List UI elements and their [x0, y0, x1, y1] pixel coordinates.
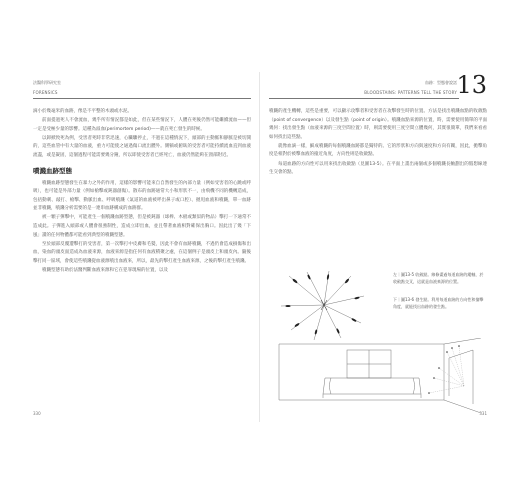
- left-header-english: FORENSICS: [33, 90, 58, 95]
- left-running-header: [33, 78, 251, 104]
- paragraph: 至於頭部反覆遭擊打的受害者，第一次擊打中皮膚和毛髮，因此不會有血跡噴濺，不過仍會造成損傷和出血，染血的頭皮面造成為血液來源，血液來源是指任何有血液積聚之處，在這個例子是頭皮上和頭皮內。隨後擊打同一區域，會使這些噴濺從血液源噴出血液來，所以，最先的擊打產生血液來源，之後的擊打產生噴濺。: [33, 241, 251, 264]
- paragraph: 滴小於幾毫米的血跡，像是不平整的木頭或水泥。: [33, 109, 132, 114]
- left-body-text: [33, 108, 251, 276]
- right-running-header: [269, 71, 487, 104]
- paragraph: 噴濺的產生機轉，這些是重要，可以顯示攻擊者和受害者在攻擊發生時的位置。方法是找出噴濺血點的收斂點（point of convergence）以及發生點（point of origin）。噴濺血點來源的位置，時，需要使用簡單的平面幾何：找出發生點（血液來源的三度空間位置）時，則需要使用三度空間立體幾何，其實很簡單，我們來看看如何找出這些點。: [269, 109, 487, 140]
- figure-caption: 左｜圖13-5 收斂點。線條畫過每道血跡的縱軸，於收斂點交叉，這就是血液來源的位置。: [393, 272, 484, 284]
- paragraph: 前面提過死人不會流血，幾乎所有情況都是如此，但在某些情況下，人體在死後仍然可能繼續流血——但一定是受極少量的影響。這種為溢血(perimortem period)——就在死亡發生的時候。: [33, 118, 251, 132]
- right-header-chinese: 血跡：型態會說話: [425, 80, 457, 85]
- paragraph: 就像血滴一樣，細成噴濺的每個噴濺血跡都是獨特的。它的形狀和方向與速度和方向有關，因此，拋擊角度是相對於被擊血液的撞近角度，方向性則是收斂點。: [269, 143, 487, 158]
- chapter-number: 13: [456, 71, 487, 99]
- right-header-english: BLOODSTAINS: PATTERNS TELL THE STORY: [364, 90, 457, 95]
- right-body-text: [269, 108, 487, 178]
- paragraph: 被一顆子彈擊中，可能產生一個噴濺血跡型態，但是被鈍器（球棒、木板或類似的物品）擊打一下通常不造成此。子彈進入頭部或人體會很強制性，造成立即出血，並且帶著血液相對確保出胸口。因此出了幾「下風」讀的任何物體都可能看到典型的噴濺型態。: [33, 215, 251, 238]
- left-header-chinese: 法醫科學研究室: [33, 80, 61, 85]
- convergence-figure: [269, 268, 379, 343]
- left-page-number: 330: [33, 411, 41, 416]
- header-rule: [33, 98, 251, 99]
- header-rule: [269, 98, 459, 99]
- left-page: [33, 78, 251, 418]
- paragraph: 每道血跡的方向性可以用來找出收斂點（見圖13-5）。在平面上畫出兩個或多個噴濺長軸劃出的假想線連生交會的點。: [269, 161, 487, 176]
- paragraph: 噴濺型態有助於法醫判斷血液來源和它在犯罪現場的位置，以及: [42, 268, 168, 273]
- figure-caption: 下｜圖13-6 發生點。利用每道血跡的方向性和撞擊角度，就能找出血跡的發生點。: [393, 297, 484, 309]
- section-title: 噴濺血跡型態: [33, 166, 72, 175]
- right-page: [269, 71, 487, 418]
- paragraph: 以卸掀致死為例，受害者死時非常迅速，心臟驟停止，不過在這種情況下，頭部的主動脈和靜脈是被切開的，這些血管中有大量的血液，重力可能使之通過傷口流出體外。側躺或俯臥的受害者可能持續流血直到血液流盡，或是凝固，這個過程可能需要幾分鐘，所以即使受害者已經死亡，血液仍然能夠在頸部附近。: [33, 135, 251, 158]
- paragraph: 噴濺血跡型態發生在暴力之外的作用，這樣的影響可能來自自然發生的內部力量（例如受害者的心跳或呼吸），也可能是外部力量（例如槍擊或鈍器創傷）。散布的血跡通常大小和形狀不一，由飛機不同的機轉造成，包括動刺、敲打、槍擊、動脈出血、呼吸噴濺（氣道的血液被呼出鼻子或口腔）、拋甩血液和噴濺，單一血跡並非噴濺，噴濺分析需要的是一連串血跡構成的血跡群。: [33, 180, 251, 212]
- gutter: [259, 72, 260, 422]
- origin-figure: [269, 338, 487, 413]
- right-page-number: 331: [479, 411, 487, 416]
